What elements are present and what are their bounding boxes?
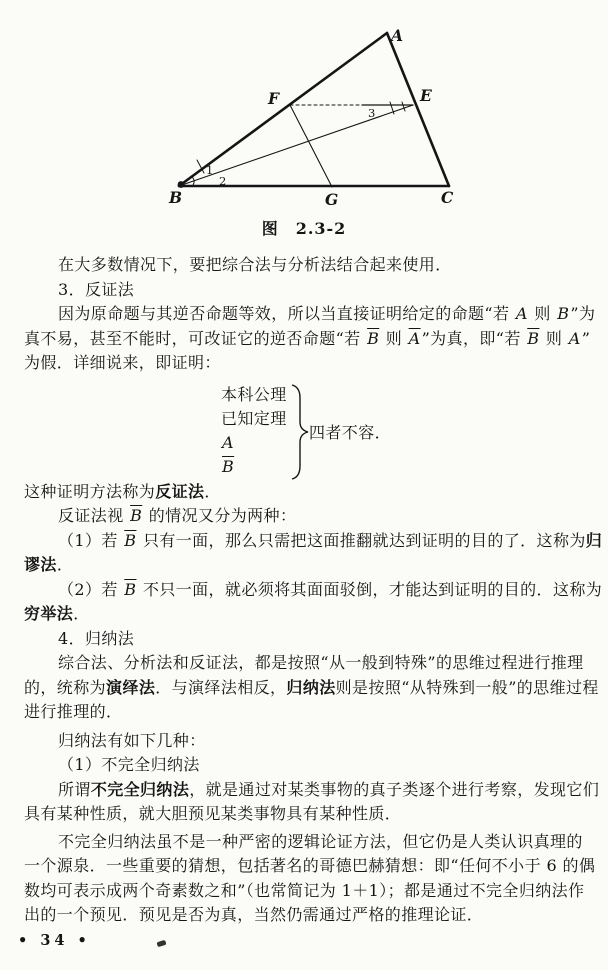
point-label-A: A — [391, 26, 404, 45]
angle-label-1: 1 — [206, 163, 214, 177]
text-run: ”为 — [570, 304, 596, 323]
text-line — [24, 753, 596, 778]
math-symbol: $\overline{B}$ — [222, 456, 235, 476]
text-run: 出的一个预见．预见是否为真，当然仍需通过严格的推理论证． — [24, 905, 484, 924]
side-AC — [387, 33, 449, 186]
text-run: 一个源泉．一些重要的猜想，包括著名的哥德巴赫猜想：即“任何不小于 6 的偶 — [24, 856, 596, 875]
text-run: ．与演绎法相反， — [155, 677, 287, 697]
text-line — [24, 578, 603, 603]
text-run: ． — [73, 604, 90, 623]
math-symbol: $\overline{B}$ — [130, 506, 143, 525]
text-line — [24, 651, 596, 676]
text-line — [24, 553, 596, 578]
math-symbol: $\overline{A}$ — [408, 328, 421, 348]
text-run: 在大多数情况下，要把综合法与分析法结合起来使用． — [58, 255, 452, 274]
text-run: 所谓 — [58, 779, 91, 799]
math-symbol: A — [515, 304, 528, 323]
text-run: 因为原命题与其逆否命题等效，所以当直接证明给定的命题“若 — [58, 304, 515, 323]
text-line — [24, 700, 596, 725]
display-item — [221, 455, 596, 479]
bold-term: 穷举法 — [24, 604, 74, 623]
math-symbol: A — [568, 328, 581, 348]
text-line — [24, 351, 596, 376]
text-line — [24, 480, 596, 505]
text-run: 本科公理 — [221, 384, 287, 404]
text-line — [24, 903, 596, 928]
display-item — [221, 383, 596, 407]
text-line — [24, 529, 603, 554]
text-run: 不完全归纳法虽不是一种严密的逻辑论证方法，但它仍是人类认识真理的 — [58, 831, 583, 851]
bold-term: 反证法 — [155, 481, 205, 501]
text-run: 进行推理的． — [24, 702, 123, 721]
bold-term: 归纳法 — [286, 677, 336, 697]
text-line — [24, 802, 596, 827]
text-run: 3．反证法 — [58, 279, 135, 299]
text-run: ”为真，即“若 — [421, 328, 527, 348]
text-line — [24, 504, 596, 529]
bold-term: 演绎法 — [106, 677, 156, 697]
bold-term: 不完全归纳法 — [90, 779, 190, 799]
text-run: 真不易，甚至不能时，可改证它的逆否命题“若 — [24, 328, 367, 348]
text-run: 归纳法有如下几种： — [58, 730, 206, 750]
contradiction-display — [221, 383, 596, 480]
display-item — [221, 431, 596, 455]
math-symbol: A — [222, 432, 234, 452]
math-symbol: $\overline{B}$ — [124, 530, 137, 550]
segment-FG — [290, 105, 332, 187]
text-line — [24, 676, 599, 701]
text-run: 数均可表示成两个奇素数之和”（也常简记为 1＋1）；都是通过不完全归纳法作 — [24, 880, 585, 900]
math-symbol: $\overline{B}$ — [367, 328, 380, 348]
math-symbol: $\overline{B}$ — [124, 579, 137, 599]
math-symbol: $\overline{B}$ — [527, 328, 540, 348]
angle-label-2: 2 — [219, 174, 227, 188]
text-run: 则 — [528, 304, 557, 323]
vertex-dot-B — [178, 181, 185, 188]
point-label-F: F — [268, 89, 280, 108]
text-line — [24, 302, 596, 327]
text-run: 反证法视 — [58, 506, 130, 525]
display-items — [221, 383, 596, 479]
text-line — [24, 253, 596, 278]
text-line — [24, 278, 596, 303]
ink-smudge — [156, 940, 166, 948]
text-line — [24, 729, 596, 754]
text-line — [24, 778, 600, 803]
text-run: 已知定理 — [221, 408, 287, 428]
text-run: 不只一面，就必须将其面面驳倒，才能达到证明的目的．这称为 — [137, 579, 603, 599]
text-line — [24, 602, 596, 627]
text-run: 综合法、分析法和反证法，都是按照“从一般到特殊”的思维过程进行推理 — [58, 653, 584, 672]
bold-term: 谬法 — [24, 555, 57, 574]
text-run: 则是按照“从特殊到一般”的思维过程 — [335, 677, 599, 697]
angle-label-3: 3 — [368, 106, 376, 120]
triangle-diagram — [0, 0, 608, 214]
text-line — [24, 879, 596, 904]
text-run: 为假．详细说来，即证明： — [24, 353, 221, 372]
text-run: （1）不完全归纳法 — [58, 755, 200, 774]
display-result: 四者不容． — [309, 422, 392, 442]
text-run: 的，统称为 — [24, 677, 107, 697]
text-line — [24, 830, 596, 855]
text-line — [24, 627, 596, 652]
text-run: 具有某种性质，就大胆预见某类事物具有某种性质． — [24, 804, 402, 823]
body-text — [24, 253, 603, 928]
text-run: ，就是通过对某类事物的真子类逐个进行考察，发现它们 — [189, 779, 600, 799]
angle-mark-3b — [402, 102, 405, 111]
text-run: （2）若 — [58, 579, 124, 599]
text-line — [24, 327, 596, 352]
text-run: 这种证明方法称为 — [24, 481, 156, 501]
display-item — [221, 407, 596, 431]
point-label-B: B — [169, 188, 183, 207]
point-label-E: E — [420, 86, 432, 105]
bold-term: 归 — [585, 530, 603, 550]
page-number: • 34 • — [18, 932, 91, 949]
point-label-C: C — [441, 188, 454, 207]
text-run: 的情况又分为两种： — [143, 506, 297, 525]
text-run: （1）若 — [58, 530, 124, 550]
text-run: ” — [581, 328, 591, 348]
text-run: 只有一面，那么只需把这面推翻就达到证明的目的了．这称为 — [137, 530, 586, 550]
text-run: 则 — [540, 328, 568, 348]
math-symbol: B — [557, 304, 570, 323]
text-run: 则 — [380, 328, 408, 348]
point-label-G: G — [325, 190, 339, 209]
figure-caption: 图 2.3-2 — [261, 219, 347, 238]
text-run: 4．归纳法 — [58, 628, 135, 648]
text-run: ． — [204, 481, 221, 501]
right-brace — [290, 384, 310, 487]
text-line — [24, 854, 596, 879]
text-run: ． — [56, 555, 74, 574]
figure-2-3-2 — [0, 0, 608, 245]
